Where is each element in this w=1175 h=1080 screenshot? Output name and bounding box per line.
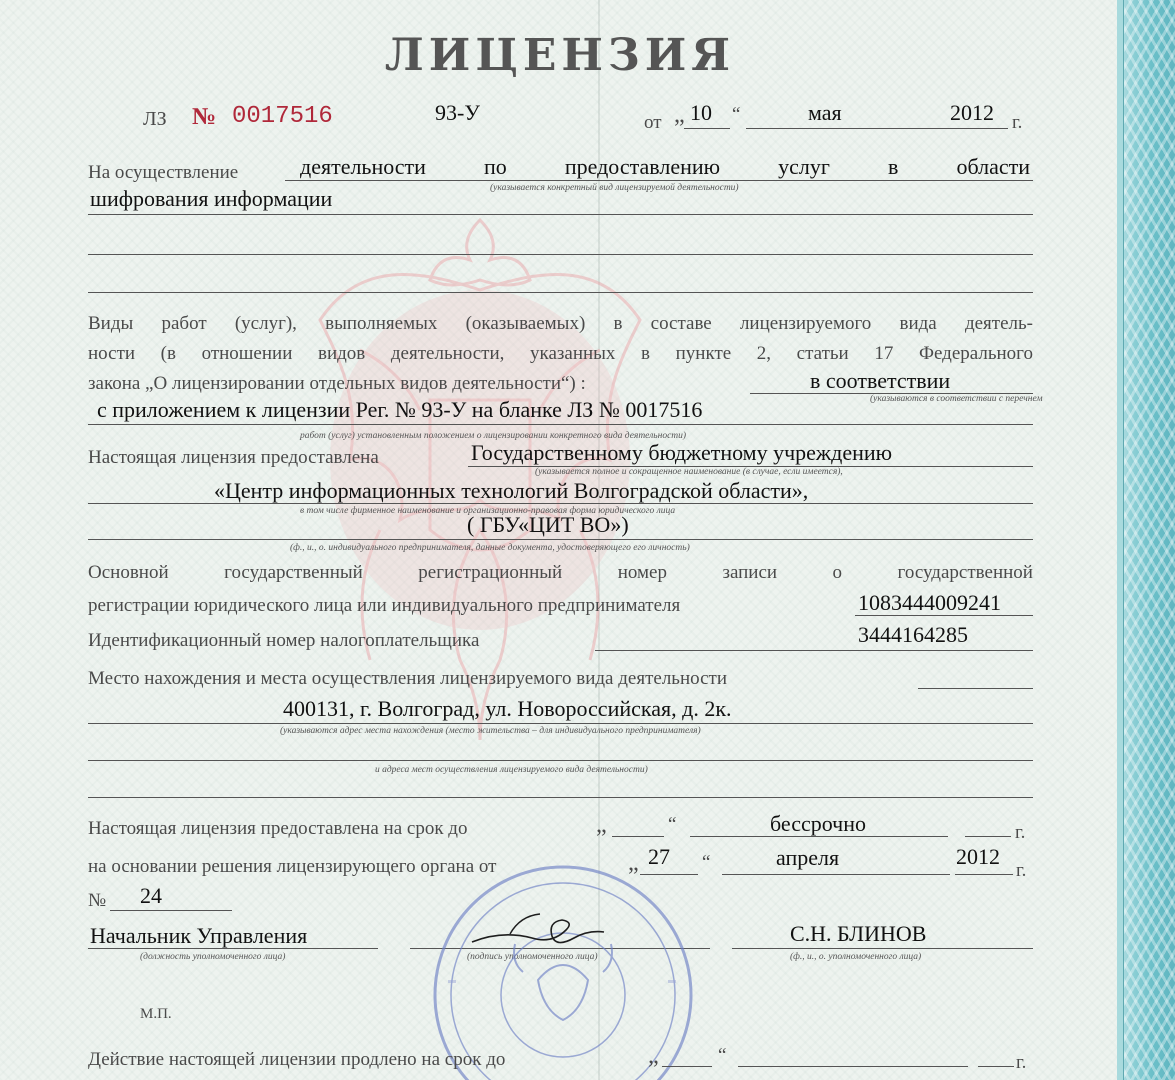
decision-open-quote: „	[628, 850, 639, 876]
organization-caption-1: (указывается полное и сокращенное наименование (в случае, если имеется),	[535, 467, 843, 477]
signature	[470, 912, 620, 957]
works-paragraph-line-1: Виды работ (услуг), выполняемых (оказываемых) в составе лицензируемого вида деятель-	[88, 313, 1033, 334]
decision-year-suffix: г.	[1016, 860, 1027, 881]
position-caption: (должность уполномоченного лица)	[140, 952, 286, 962]
term-value: бессрочно	[770, 811, 867, 836]
signer-name: С.Н. БЛИНОВ	[790, 921, 927, 946]
organization-line-1: Государственному бюджетному учреждению	[471, 440, 893, 465]
extension-label: Действие настоящей лицензии продлено на срок до	[88, 1049, 506, 1070]
decision-year: 2012	[956, 844, 1000, 869]
activity-label: На осуществление	[88, 162, 239, 183]
signer-caption: (ф., и., о. уполномоченного лица)	[790, 952, 922, 962]
decorative-border	[1117, 0, 1175, 1080]
organization-short-name: ( ГБУ«ЦИТ ВО»)	[467, 512, 629, 537]
signature-caption: (подпись уполномоченного лица)	[467, 952, 598, 962]
address-caption: (указываются адрес места нахождения (место жительства – для индивидуального предпринимателя)	[280, 726, 701, 736]
works-paragraph-line-3: закона „О лицензировании отдельных видов деятельности“) :	[88, 373, 586, 394]
inn-label: Идентификационный номер налогоплательщика	[88, 630, 480, 651]
ogrn-label-line-1: Основной государственный регистрационный номер записи о государственной	[88, 562, 1033, 583]
blank-number: 0017516	[232, 103, 333, 130]
ogrn-label-line-2: регистрации юридического лица или индивидуального предпринимателя	[88, 595, 681, 616]
organization-caption-2: в том числе фирменное наименование и организационно-правовая форма юридического лица	[300, 506, 676, 516]
address: 400131, г. Волгоград, ул. Новороссийская, д. 2к.	[283, 696, 732, 721]
position-value: Начальник Управления	[90, 923, 308, 948]
activity-line-1: деятельности по предоставлению услуг в области	[300, 154, 1030, 179]
date-open-quote: „	[674, 102, 685, 128]
issue-day: 10	[690, 100, 712, 125]
works-fill-2: с приложением к лицензии Рег. № 93-У на бланке ЛЗ № 0017516	[97, 397, 703, 422]
term-label: Настоящая лицензия предоставлена на срок до	[88, 818, 468, 839]
year-suffix: г.	[1012, 112, 1023, 133]
decision-close-quote: “	[702, 852, 711, 873]
term-year-suffix: г.	[1015, 822, 1026, 843]
works-caption-2: работ (услуг) установленным положением о лицензировании конкретного вида деятельности)	[300, 431, 687, 441]
granted-label: Настоящая лицензия предоставлена	[88, 447, 379, 468]
works-caption-1: (указываются в соответствии с перечнем	[870, 394, 1043, 404]
seal-label: М.П.	[140, 1006, 172, 1022]
ogrn-value: 1083444009241	[858, 590, 1001, 615]
works-paragraph-line-2: ности (в отношении видов деятельности, указанных в пункте 2, статьи 17 Федерального	[88, 343, 1033, 364]
date-from-label: от	[644, 112, 662, 133]
registration-number: 93-У	[435, 100, 480, 125]
issue-month: мая	[808, 100, 842, 125]
location-label: Место нахождения и места осуществления лицензируемого вида деятельности	[88, 668, 728, 689]
decision-number: 24	[140, 883, 162, 908]
issue-year: 2012	[950, 100, 994, 125]
works-fill-1: в соответствии	[810, 368, 951, 393]
number-sign: №	[192, 104, 217, 130]
places-caption: и адреса мест осуществления лицензируемого вида деятельности)	[375, 765, 648, 775]
activity-line-2: шифрования информации	[90, 186, 333, 211]
organization-line-2: «Центр информационных технологий Волгоградской области»,	[214, 478, 809, 503]
term-open-quote: „	[596, 812, 607, 838]
term-close-quote: “	[668, 814, 677, 835]
decision-label: на основании решения лицензирующего органа от	[88, 856, 497, 877]
organization-caption-3: (ф., и., о. индивидуального предпринимателя, данные документа, удостоверяющего его личность)	[290, 543, 690, 553]
decision-day: 27	[648, 844, 670, 869]
date-close-quote: “	[732, 104, 741, 125]
extension-open-quote: „	[648, 1043, 659, 1069]
series-prefix: ЛЗ	[143, 108, 167, 130]
extension-close-quote: “	[718, 1045, 727, 1066]
inn-value: 3444164285	[858, 622, 968, 647]
decision-month: апреля	[776, 845, 840, 870]
document-title: ЛИЦЕНЗИЯ	[384, 30, 736, 81]
decision-number-label: №	[88, 890, 107, 911]
extension-year-suffix: г.	[1016, 1052, 1027, 1073]
activity-caption: (указывается конкретный вид лицензируемой деятельности)	[490, 183, 739, 193]
